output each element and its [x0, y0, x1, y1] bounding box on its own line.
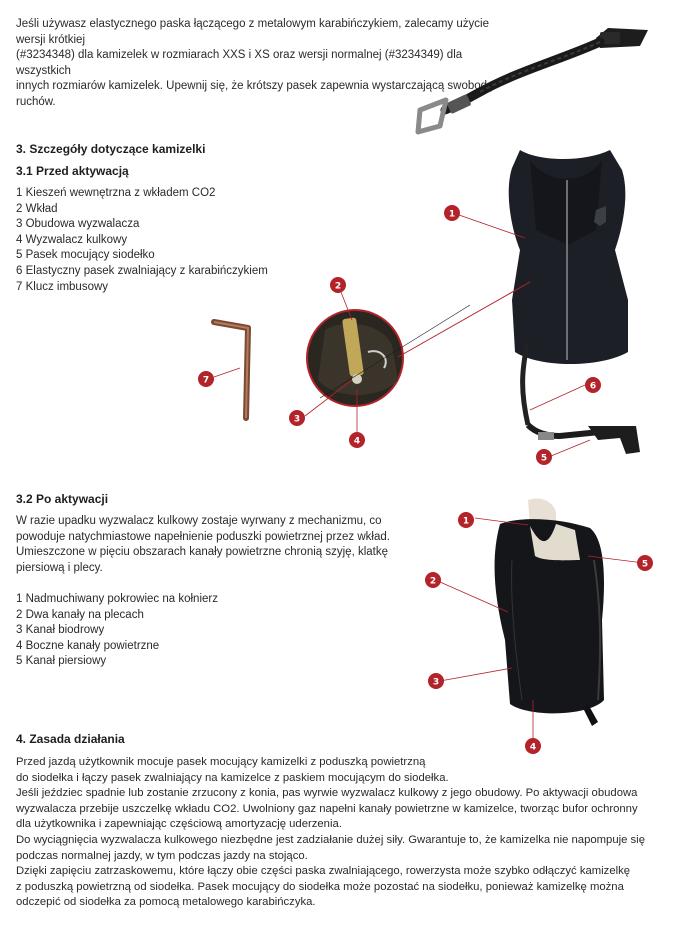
paragraph-line: powoduje natychmiastowe napełnienie poduszki powietrznej przez wkład. [16, 530, 390, 543]
paragraph-line: piersiową i plecy. [16, 561, 103, 574]
callout-badge-2 [330, 277, 346, 293]
section4-heading: 4. Zasada działania [16, 732, 125, 746]
body-line: dla użytkownika i zapewniając częściową amortyzację uderzenia. [16, 818, 342, 831]
body-line: Do wyciągnięcia wyzwalacza kulkowego niezbędne jest zadziałanie dużej siły. Gwarantuje to, że kamizelka nie napompuje się [16, 833, 645, 846]
svg-text:1: 1 [462, 516, 470, 527]
list-item: 1 Kieszeń wewnętrzna z wkładem CO2 [16, 187, 216, 199]
list-item: 5 Pasek mocujący siodełko [16, 249, 155, 262]
callout-badge-4 [525, 738, 541, 754]
body-line: wyzwalacza przebije uszczelkę wkładu CO2. Uwolniony gaz napełni kanały powietrzne w kamizelce, tworząc bufor ochronny [16, 802, 638, 815]
section3-heading: 3. Szczegóły dotyczące kamizelki [16, 142, 206, 156]
svg-text:2: 2 [334, 281, 342, 292]
list-item: 5 Kanał piersiowy [16, 655, 107, 668]
callout-badge-4 [349, 432, 365, 448]
paragraph-line: W razie upadku wyzwalacz kulkowy zostaje wyrwany z mechanizmu, co [16, 515, 382, 527]
section31-heading: 3.1 Przed aktywacją [16, 164, 129, 178]
body-line: odczepić od siodełka za pomocą metalowego karabińczyka. [16, 896, 316, 909]
callout-badge-1 [458, 512, 474, 528]
callout-badge-5 [536, 449, 552, 465]
callout-badge-3 [289, 410, 305, 426]
svg-text:3: 3 [293, 414, 301, 425]
svg-text:5: 5 [641, 559, 649, 570]
paragraph-line: Umieszczone w pięciu obszarach kanały powietrzne chronią szyję, klatkę [16, 546, 389, 559]
list-item: 2 Dwa kanały na plecach [16, 608, 144, 621]
vest-front-image [509, 150, 640, 454]
strap-carabiner-image [418, 28, 648, 132]
section32-heading: 3.2 Po aktywacji [16, 492, 109, 506]
body-line: podczas normalnej jazdy, w tym podczas jazdy na stojąco. [16, 849, 308, 862]
callout-badge-2 [425, 572, 441, 588]
svg-text:2: 2 [429, 576, 437, 587]
callout-badge-6 [585, 377, 601, 393]
callout-badge-7 [198, 371, 214, 387]
body-line: do siodełka i łączy pasek zwalniający na kamizelce z paskiem mocującym do siodełka. [16, 771, 449, 784]
body-line: Dzięki zapięciu zatrzaskowemu, które łączy obie części paska zwalniającego, rowerzysta może szybko odłączyć kamizelkę [16, 865, 631, 878]
callout-badge-3 [428, 673, 444, 689]
svg-text:4: 4 [529, 742, 537, 753]
body-line: z poduszką powietrzną od siodełka. Pasek mocujący do siodełka może pozostać na siodełku, ponieważ kamizelkę można [16, 880, 624, 893]
list-item: 1 Nadmuchiwany pokrowiec na kołnierz [16, 593, 218, 605]
callout-badge-5 [637, 555, 653, 571]
hex-key-image [214, 322, 248, 418]
svg-text:7: 7 [202, 375, 210, 386]
body-line: Jeśli jeździec spadnie lub zostanie zrzucony z konia, pas wyrwie wyzwalacz kulkowy z jego obudowy. Po aktywacji obudowa [16, 787, 638, 800]
list-item: 2 Wkład [16, 202, 58, 215]
svg-text:1: 1 [448, 209, 456, 220]
svg-text:3: 3 [432, 677, 440, 688]
vest-mannequin-image [440, 499, 644, 741]
list-item: 3 Obudowa wyzwalacza [16, 218, 140, 231]
intro-line: (#3234348) dla kamizelek w rozmiarach XXS i XS oraz wersji normalnej (#3234349) dla wszystkich [16, 49, 463, 77]
body-line: Przed jazdą użytkownik mocuje pasek mocujący kamizelki z poduszką powietrzną [16, 756, 426, 768]
callout-badge-1 [444, 205, 460, 221]
list-item: 4 Boczne kanały powietrzne [16, 639, 160, 652]
svg-text:6: 6 [589, 381, 597, 392]
list-item: 3 Kanał biodrowy [16, 624, 105, 637]
svg-text:4: 4 [353, 436, 361, 447]
list-item: 4 Wyzwalacz kulkowy [16, 233, 128, 246]
intro-line: innych rozmiarów kamizelek. Upewnij się, że krótszy pasek zapewnia wystarczającą swobodę [16, 80, 494, 93]
list-item: 6 Elastyczny pasek zwalniający z karabińczykiem [16, 264, 268, 277]
svg-text:5: 5 [540, 453, 548, 464]
list-item: 7 Klucz imbusowy [16, 280, 109, 293]
intro-line: ruchów. [16, 95, 56, 108]
detail-zoom-image [307, 282, 530, 406]
intro-line: Jeśli używasz elastycznego paska łączącego z metalowym karabińczykiem, zalecamy użycie wersji krótkiej [16, 18, 489, 46]
